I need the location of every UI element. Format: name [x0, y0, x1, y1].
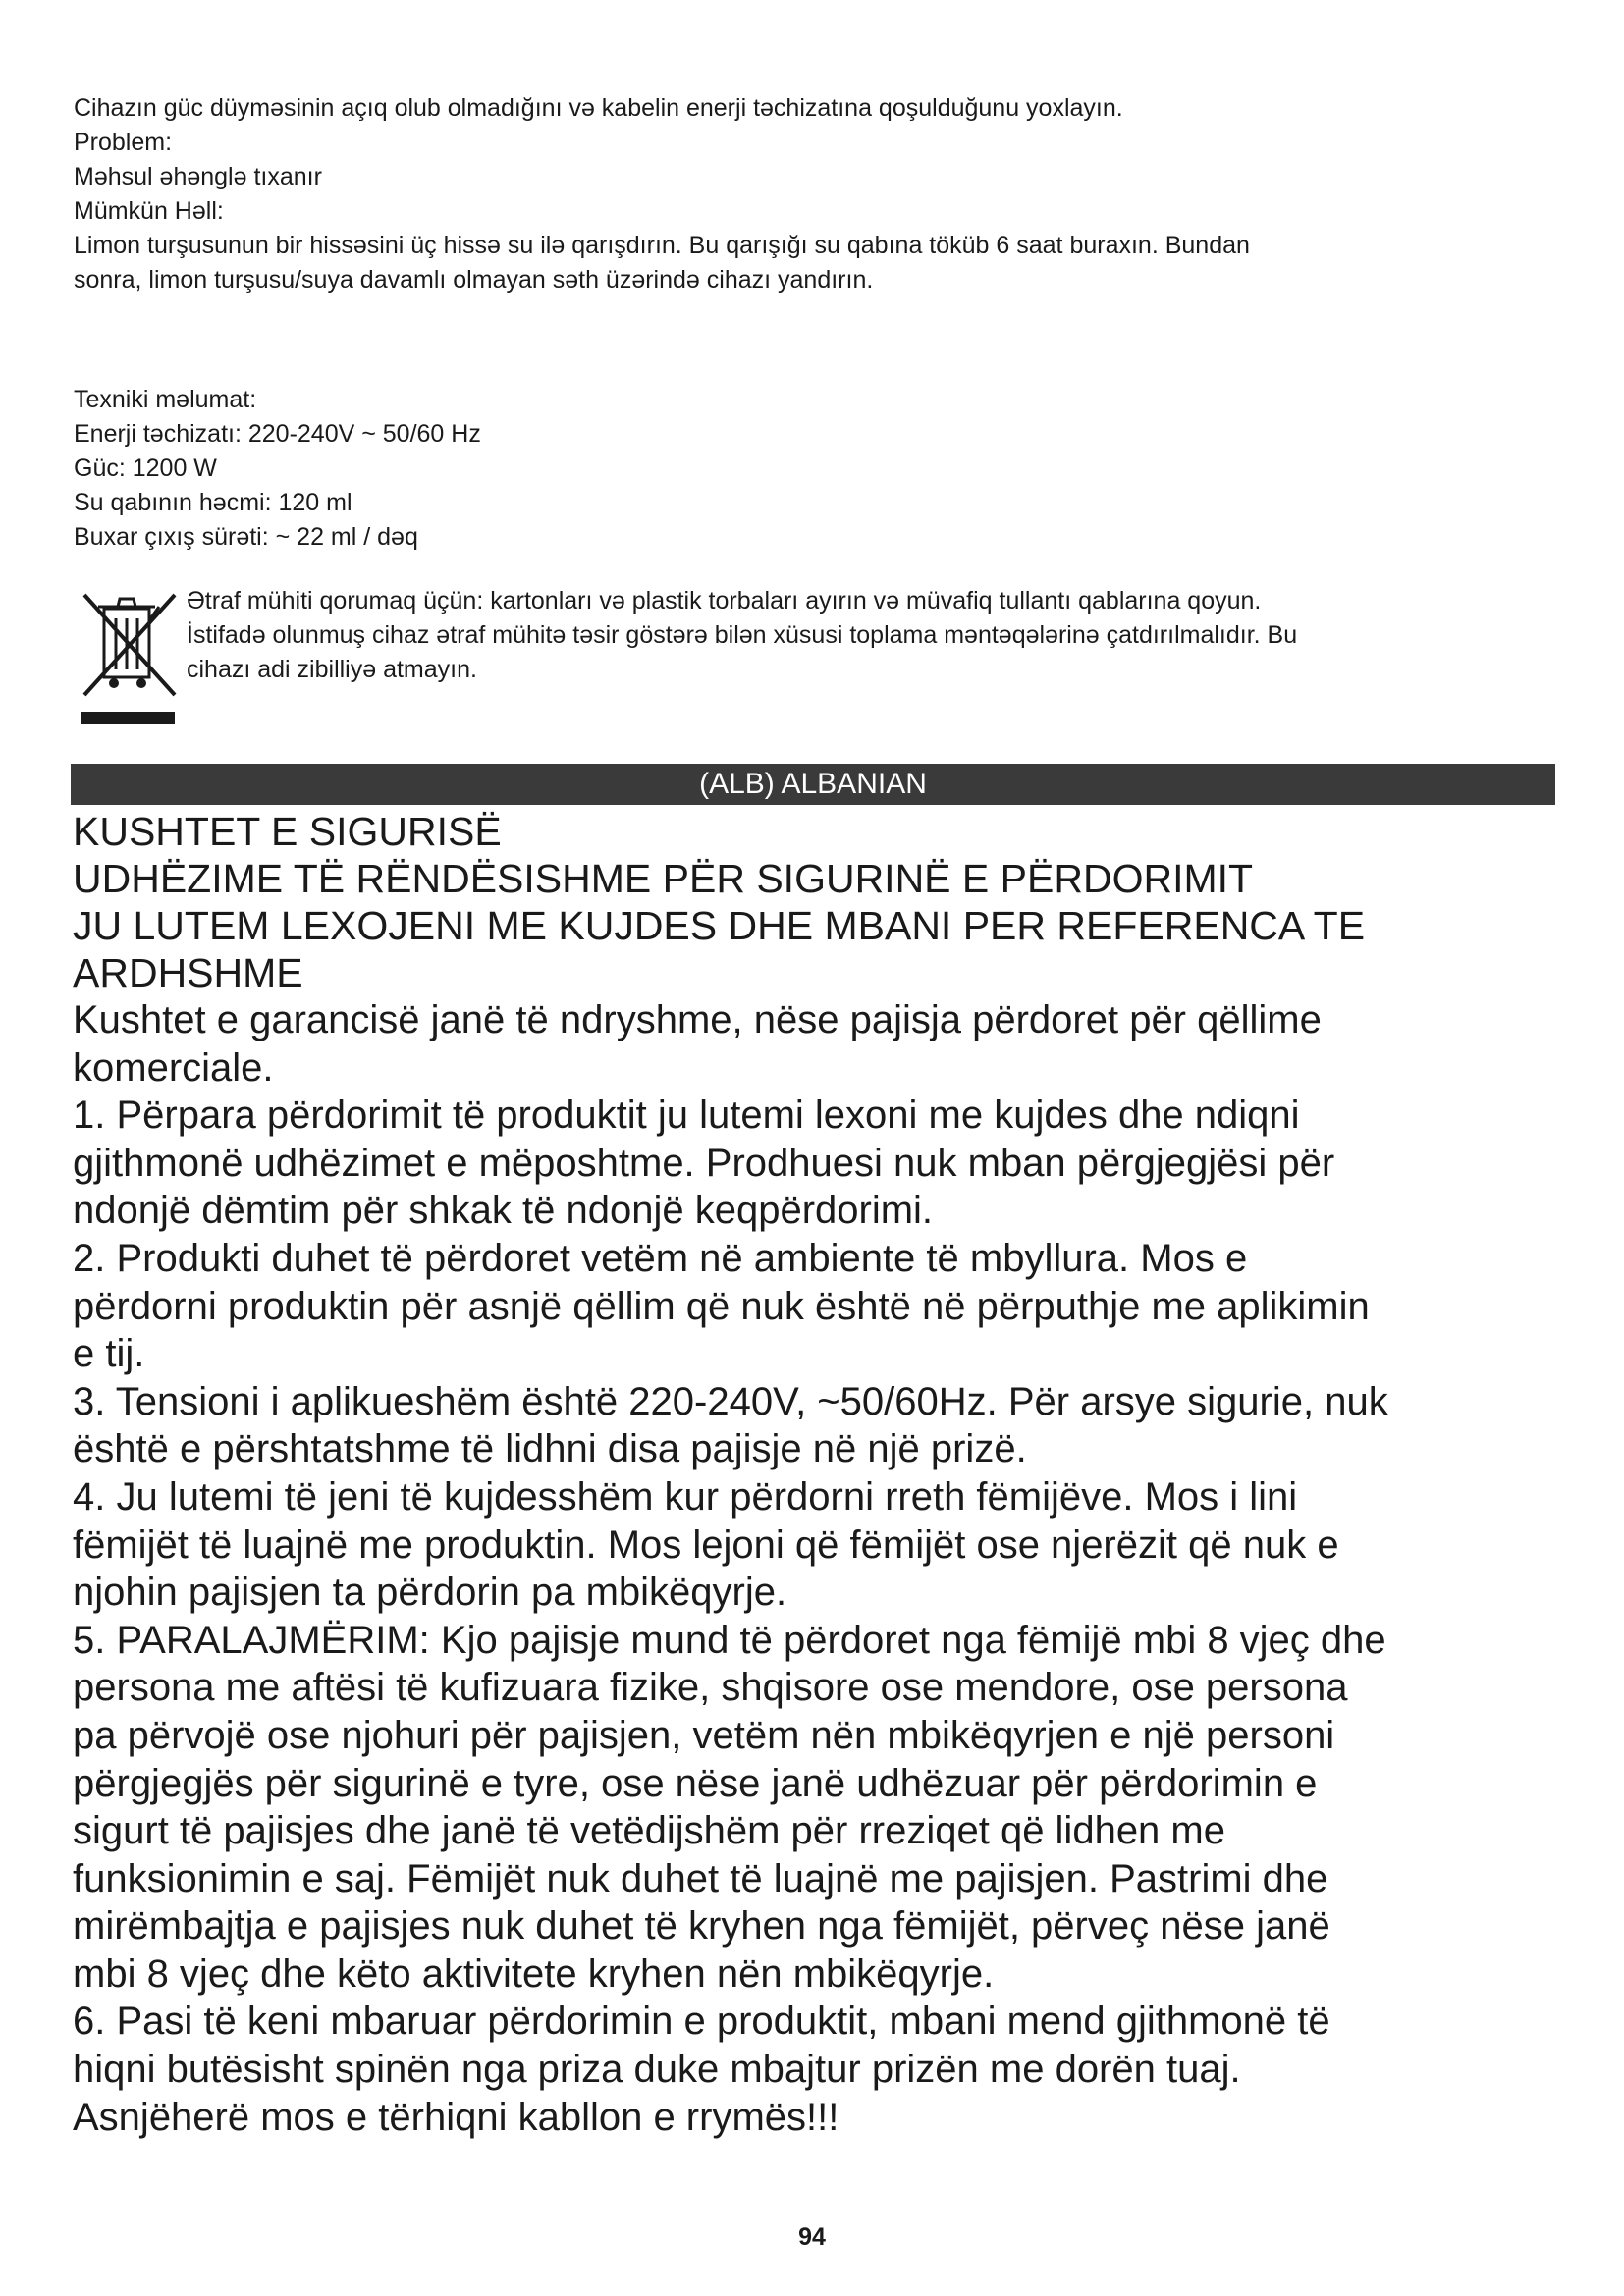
body-line: persona me aftësi të kufizuara fizike, shqisore ose mendore, ose persona	[73, 1666, 1348, 1710]
body-line: ndonjë dëmtim për shkak të ndonjë keqpërdorimi.	[73, 1189, 934, 1233]
environment-line: İstifadə olunmuş cihaz ətraf mühitə təsir göstərə bilən xüsusi toplama məntəqələrinə çatdırılmalıdır. Bu	[187, 621, 1298, 649]
spec-tank-volume: Su qabının həcmi: 120 ml	[74, 489, 352, 516]
spec-power-supply: Enerji təchizatı: 220-240V ~ 50/60 Hz	[74, 420, 481, 448]
problem-label: Problem:	[74, 129, 173, 156]
body-line: Kushtet e garancisë janë të ndryshme, nëse pajisja përdoret për qëllime	[73, 998, 1322, 1041]
specs-title: Texniki məlumat:	[74, 386, 257, 413]
environment-line: Ətraf mühiti qorumaq üçün: kartonları və plastik torbaları ayırın və müvafiq tullantı qablarına qoyun.	[187, 587, 1262, 614]
solution-line: sonra, limon turşusu/suya davamlı olmayan səth üzərində cihazı yandırın.	[74, 266, 874, 294]
troubleshooting-section	[74, 91, 1527, 297]
solution-line: Limon turşusunun bir hissəsini üç hissə su ilə qarışdırın. Bu qarışığı su qabına töküb 6 saat buraxın. Bundan	[74, 232, 1250, 259]
body-line: 6. Pasi të keni mbaruar përdorimin e produktit, mbani mend gjithmonë të	[73, 2000, 1330, 2044]
environment-line: cihazı adi zibilliyə atmayın.	[187, 656, 477, 683]
body-line: sigurt të pajisjes dhe janë të vetëdijshëm për rreziqet që lidhen me	[73, 1809, 1225, 1853]
body-line: është e përshtatshme të lidhni disa pajisje në një prizë.	[73, 1427, 1027, 1471]
body-line: e tij.	[73, 1332, 145, 1376]
body-line: komerciale.	[73, 1045, 274, 1090]
solution-label: Mümkün Həll:	[74, 197, 224, 225]
body-line: 5. PARALAJMËRIM: Kjo pajisje mund të përdoret nga fëmijë mbi 8 vjeç dhe	[73, 1618, 1386, 1662]
power-check-line: Cihazın güc düyməsinin açıq olub olmadığını və kabelin enerji təchizatına qoşulduğunu yoxlayın.	[74, 94, 1123, 122]
body-line: përdorni produktin për asnjë qëllim që nuk është në përputhje me aplikimin	[73, 1284, 1370, 1328]
safety-heading-line: KUSHTET E SIGURISË	[73, 809, 502, 854]
body-line: 3. Tensioni i aplikueshëm është 220-240V, ~50/60Hz. Për arsye sigurie, nuk	[73, 1379, 1388, 1423]
page-number: 94	[798, 2223, 826, 2251]
spec-power: Güc: 1200 W	[74, 454, 217, 482]
body-line: funksionimin e saj. Fëmijët nuk duhet të luajnë me pajisjen. Pastrimi dhe	[73, 1856, 1328, 1900]
albanian-section	[73, 808, 1565, 2141]
safety-heading-line: JU LUTEM LEXOJENI ME KUJDES DHE MBANI PER REFERENCA TE	[73, 903, 1366, 948]
body-line: fëmijët të luajnë me produktin. Mos lejoni që fëmijët ose njerëzit që nuk e	[73, 1522, 1339, 1567]
body-line: hiqni butësisht spinën nga priza duke mbajtur prizën me dorën tuaj.	[73, 2048, 1241, 2092]
spec-steam-rate: Buxar çıxış sürəti: ~ 22 ml / dəq	[74, 523, 418, 551]
body-line: 1. Përpara përdorimit të produktit ju lutemi lexoni me kujdes dhe ndiqni	[73, 1094, 1300, 1138]
technical-specs	[74, 383, 1527, 555]
body-line: Asnjëherë mos e tërhiqni kabllon e rrymës!!!	[73, 2095, 839, 2139]
body-line: mirëmbajtja e pajisjes nuk duhet të kryhen nga fëmijët, përveç nëse janë	[73, 1904, 1330, 1949]
body-line: njohin pajisjen ta përdorin pa mbikëqyrje.	[73, 1571, 787, 1615]
safety-heading-line: UDHËZIME TË RËNDËSISHME PËR SIGURINË E PËRDORIMIT	[73, 856, 1254, 901]
body-line: gjithmonë udhëzimet e mëposhtme. Prodhuesi nuk mban përgjegjësi për	[73, 1141, 1335, 1185]
body-line: mbi 8 vjeç dhe këto aktivitete kryhen nën mbikëqyrje.	[73, 1951, 995, 1996]
body-line: 4. Ju lutemi të jeni të kujdesshëm kur përdorni rreth fëmijëve. Mos i lini	[73, 1474, 1298, 1519]
body-line: pa përvojë ose njohuri për pajisjen, vetëm nën mbikëqyrjen e një personi	[73, 1713, 1335, 1757]
safety-heading-line: ARDHSHME	[73, 950, 303, 995]
body-line: 2. Produkti duhet të përdoret vetëm në ambiente të mbyllura. Mos e	[73, 1236, 1248, 1280]
language-header-bar: (ALB) ALBANIAN	[71, 764, 1555, 805]
environment-notice	[187, 584, 1542, 687]
problem-text: Məhsul əhənglə tıxanır	[74, 163, 322, 190]
body-line: përgjegjës për sigurinë e tyre, ose nëse janë udhëzuar për përdorimin e	[73, 1761, 1318, 1805]
weee-crossed-bin-icon	[77, 587, 180, 726]
